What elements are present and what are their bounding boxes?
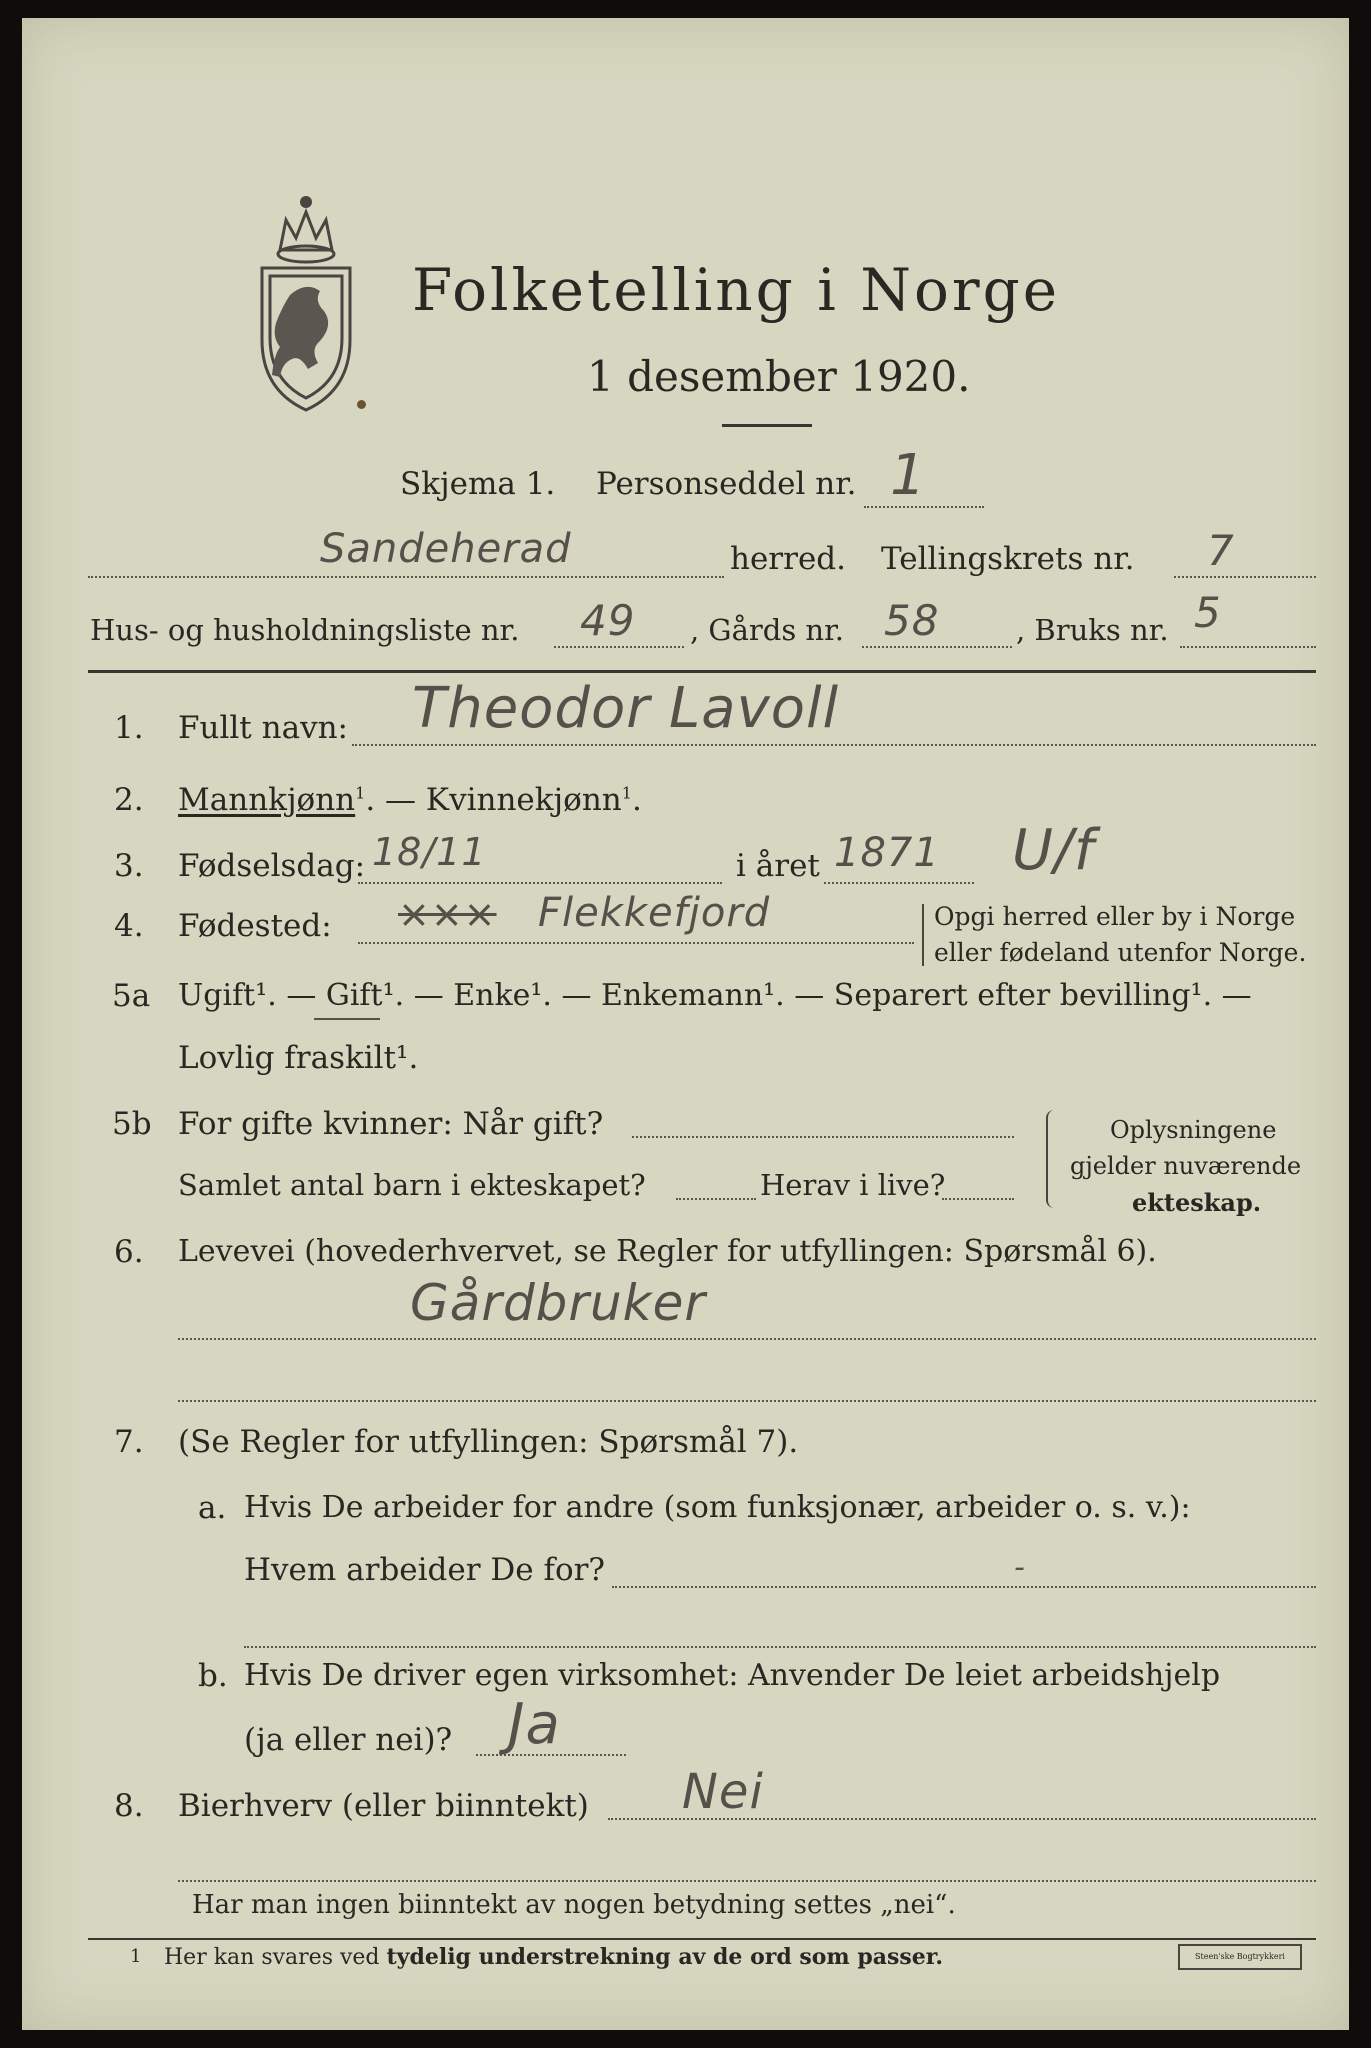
personseddel-value: 1 bbox=[890, 443, 927, 508]
q1-label: Fullt navn: bbox=[178, 710, 348, 746]
q4-bracket bbox=[922, 904, 924, 966]
q3-day-line bbox=[358, 882, 722, 884]
skjema-label: Skjema 1. bbox=[400, 466, 556, 502]
q4-strike: ××× bbox=[398, 892, 497, 936]
q7a-line bbox=[612, 1586, 1316, 1588]
q6-line-1 bbox=[178, 1338, 1316, 1340]
census-date: 1 desember 1920. bbox=[587, 352, 971, 401]
q6-label: Levevei (hovederhvervet, se Regler for utfyllingen: Spørsmål 6). bbox=[178, 1234, 1157, 1269]
q2-female-option: Kvinnekjønn bbox=[425, 782, 622, 818]
q7a-line-2 bbox=[244, 1646, 1316, 1648]
gards-label: , Gårds nr. bbox=[690, 613, 844, 647]
q4-number: 4. bbox=[114, 908, 144, 944]
q5b-married-line bbox=[632, 1136, 1014, 1138]
q6-line-2 bbox=[178, 1400, 1316, 1402]
footnote-divider bbox=[88, 1938, 1316, 1940]
q2-separator: . — bbox=[365, 782, 426, 818]
q4-note-2: eller fødeland utenfor Norge. bbox=[934, 938, 1307, 967]
q8-value: Nei bbox=[682, 1764, 764, 1820]
q3-year-value: 1871 bbox=[834, 830, 940, 876]
q7b-label-2: (ja eller nei)? bbox=[244, 1722, 453, 1758]
q5b-children-line bbox=[676, 1198, 756, 1200]
form-title: Folketelling i Norge bbox=[412, 256, 1061, 324]
q7a-number: a. bbox=[198, 1490, 227, 1526]
q2-number: 2. bbox=[114, 782, 144, 818]
footnote-text-b: tydelig understrekning av de ord som passer. bbox=[386, 1944, 944, 1970]
q7b-label: Hvis De driver egen virksomhet: Anvender De leiet arbeidshjelp bbox=[244, 1658, 1221, 1693]
printer-stamp-text: Steen'ske Bogtrykkeri bbox=[1195, 1952, 1285, 1961]
q7a-value: - bbox=[1014, 1550, 1026, 1585]
small-mark bbox=[357, 400, 366, 409]
herred-label: herred. bbox=[730, 541, 846, 577]
header-divider bbox=[88, 670, 1316, 673]
q5b-label: For gifte kvinner: Når gift? bbox=[178, 1106, 604, 1142]
q8-label: Bierhverv (eller biinntekt) bbox=[178, 1788, 589, 1824]
q8-number: 8. bbox=[114, 1788, 144, 1824]
husliste-label: Hus- og husholdningsliste nr. bbox=[90, 613, 520, 647]
q7a-label: Hvis De arbeider for andre (som funksjonær, arbeider o. s. v.): bbox=[244, 1490, 1191, 1525]
q5a-gift-underline bbox=[314, 1018, 380, 1020]
gards-value: 58 bbox=[884, 596, 940, 645]
q4-line bbox=[358, 942, 914, 944]
tellingskrets-line bbox=[1174, 576, 1316, 578]
bruks-line bbox=[1180, 646, 1316, 648]
q3-year-label: i året bbox=[736, 848, 820, 884]
q1-number: 1. bbox=[114, 710, 144, 746]
q7-label: (Se Regler for utfyllingen: Spørsmål 7). bbox=[178, 1424, 799, 1460]
q2-male-option: Mannkjønn bbox=[178, 782, 356, 818]
tellingskrets-value: 7 bbox=[1207, 526, 1235, 575]
husliste-value: 49 bbox=[580, 596, 636, 645]
bruks-value: 5 bbox=[1194, 588, 1222, 637]
q3-note: U/f bbox=[1012, 818, 1095, 883]
biinntekt-note: Har man ingen biinntekt av nogen betydning settes „nei“. bbox=[192, 1890, 956, 1920]
q7a-label-2: Hvem arbeider De for? bbox=[244, 1552, 606, 1588]
q6-value: Gårdbruker bbox=[410, 1274, 706, 1332]
footnote-text-a: Her kan svares ved bbox=[164, 1945, 387, 1970]
q5b-label-3: Herav i live? bbox=[760, 1168, 946, 1202]
q7b-value: Ja bbox=[508, 1692, 561, 1757]
herred-value: Sandeherad bbox=[320, 526, 572, 572]
q5a-options-2: Lovlig fraskilt¹. bbox=[178, 1040, 419, 1076]
q5b-label-2: Samlet antal barn i ekteskapet? bbox=[178, 1168, 646, 1202]
q1-value: Theodor Lavoll bbox=[412, 676, 840, 741]
q5b-note-1: Oplysningene bbox=[1110, 1116, 1277, 1144]
norway-coat-of-arms-icon bbox=[250, 190, 362, 412]
footnote-mark: 1 bbox=[130, 1946, 142, 1967]
q3-year-line bbox=[824, 882, 974, 884]
gards-line bbox=[862, 646, 1012, 648]
q3-label: Fødselsdag: bbox=[178, 848, 366, 884]
q5b-bracket bbox=[1046, 1110, 1056, 1208]
herred-line bbox=[88, 576, 724, 578]
husliste-line bbox=[554, 646, 684, 648]
q2-options: Mannkjønn$^1$. — Kvinnekjønn$^1$. bbox=[178, 782, 642, 818]
q5b-note-3: ekteskap. bbox=[1132, 1188, 1262, 1217]
personseddel-label: Personseddel nr. bbox=[596, 466, 857, 502]
q4-label: Fødested: bbox=[178, 908, 332, 944]
q1-line bbox=[352, 744, 1316, 746]
q8-line-2 bbox=[178, 1880, 1316, 1882]
q5b-alive-line bbox=[942, 1198, 1014, 1200]
tellingskrets-label: Tellingskrets nr. bbox=[881, 541, 1135, 577]
q5a-number: 5a bbox=[112, 978, 151, 1014]
q5b-note-2: gjelder nuværende bbox=[1070, 1152, 1302, 1180]
q5a-options: Ugift¹. — Gift¹. — Enke¹. — Enkemann¹. — Separert efter bevilling¹. — bbox=[178, 978, 1252, 1013]
q5b-number: 5b bbox=[112, 1106, 152, 1142]
footnote-text bbox=[164, 1944, 943, 1970]
title-divider bbox=[722, 424, 812, 427]
q6-number: 6. bbox=[114, 1234, 144, 1270]
q7b-number: b. bbox=[198, 1658, 228, 1694]
bruks-label: , Bruks nr. bbox=[1016, 613, 1169, 647]
q7-number: 7. bbox=[114, 1424, 144, 1460]
printer-stamp bbox=[1178, 1944, 1302, 1970]
q4-value: Flekkefjord bbox=[538, 890, 771, 936]
q4-note-1: Opgi herred eller by i Norge bbox=[934, 902, 1296, 931]
q3-day-value: 18/11 bbox=[372, 830, 487, 874]
census-form bbox=[22, 18, 1349, 2030]
q3-number: 3. bbox=[114, 848, 144, 884]
